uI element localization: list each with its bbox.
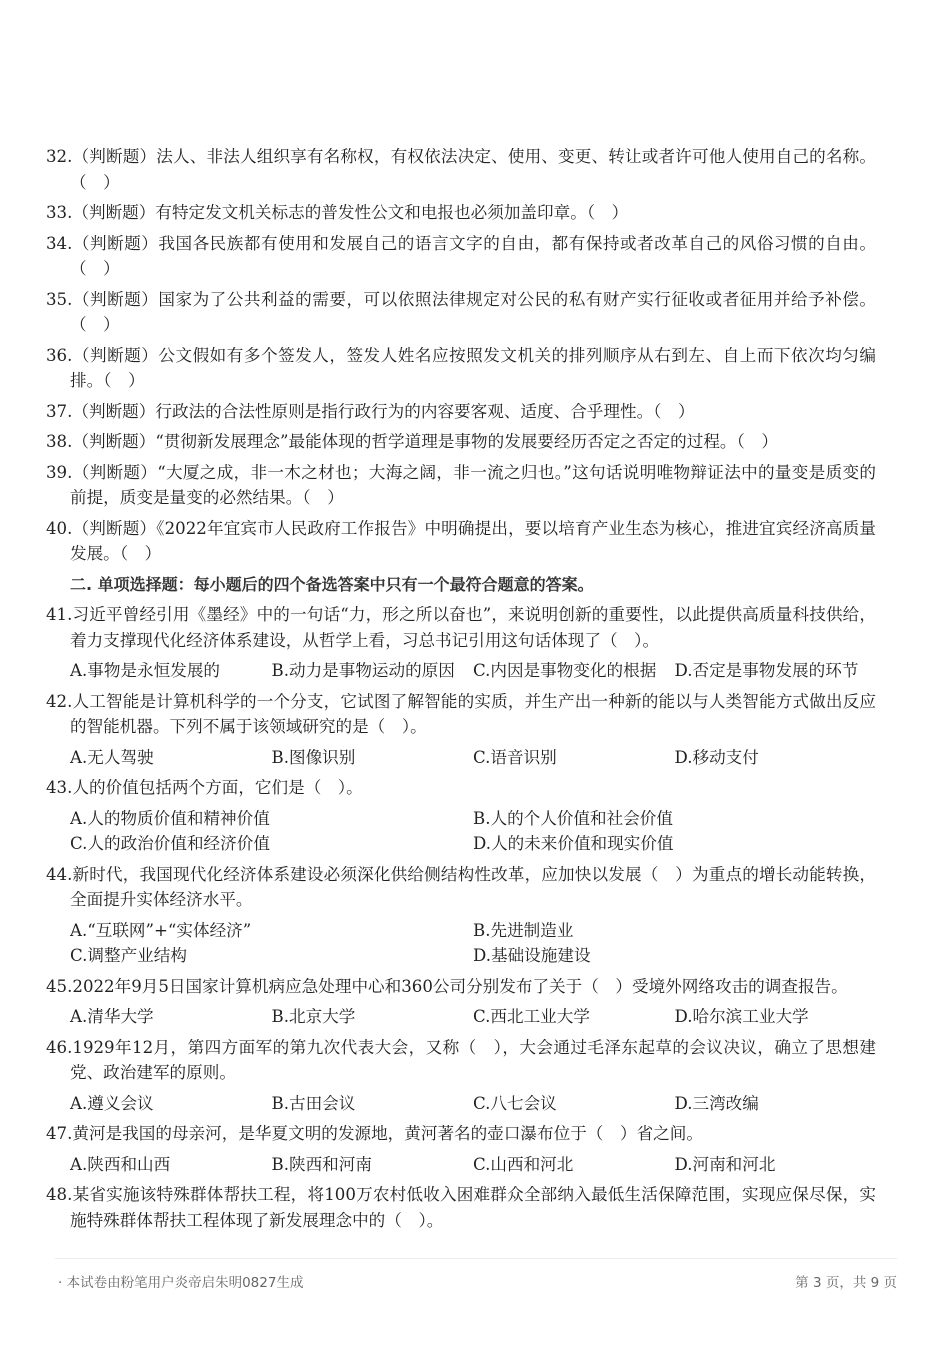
option-b: B.古田会议	[271, 1093, 356, 1113]
option-d: D.三湾改编	[674, 1093, 759, 1113]
footer	[0, 1238, 950, 1350]
option-b: B.陕西和河南	[271, 1154, 372, 1174]
option-c: C.人的政治价值和经济价值	[70, 834, 270, 853]
option-c: C.内因是事物变化的根据	[473, 661, 657, 680]
question-list	[46, 144, 876, 1238]
question-37: 37.（判断题）行政法的合法性原则是指行政行为的内容要客观、适度、合乎理性。（ ）	[46, 401, 695, 421]
options-47	[46, 1152, 876, 1178]
question-34: 34.（判断题）我国各民族都有使用和发展自己的语言文字的自由，都有保持或者改革自己的风俗习惯的自由。（ ）	[46, 233, 876, 278]
option-a: A.陕西和山西	[70, 1154, 171, 1174]
option-b: B.北京大学	[271, 1007, 356, 1026]
question-35: 35.（判断题）国家为了公共利益的需要，可以依照法律规定对公民的私有财产实行征收或者征用并给予补偿。（ ）	[46, 289, 876, 334]
option-d: D.基础设施建设	[473, 946, 591, 965]
question-40: 40.（判断题）《2022年宜宾市人民政府工作报告》中明确提出，要以培育产业生态为核心，推进宜宾经济高质量发展。（ ）	[46, 518, 876, 563]
option-d: D.人的未来价值和现实价值	[473, 834, 674, 853]
option-c: C.八七会议	[473, 1093, 557, 1113]
question-39: 39.（判断题）“大厦之成，非一木之材也；大海之阔，非一流之归也。”这句话说明唯物辩证法中的量变是质变的前提，质变是量变的必然结果。（ ）	[46, 462, 876, 507]
question-46: 46.1929年12月，第四方面军的第九次代表大会，又称（ ），大会通过毛泽东起草的会议决议，确立了思想建党、政治建军的原则。	[46, 1037, 876, 1082]
section-title: 二. 单项选择题：每小题后的四个备选答案中只有一个最符合题意的答案。	[70, 574, 594, 594]
question-32: 32.（判断题）法人、非法人组织享有名称权，有权依法决定、使用、变更、转让或者许可他人使用自己的名称。（ ）	[46, 147, 876, 192]
footer-divider	[55, 1258, 897, 1259]
option-c: C.调整产业结构	[70, 946, 187, 965]
options-45	[46, 1004, 876, 1030]
option-a: A.无人驾驶	[70, 747, 154, 767]
option-a: A.遵义会议	[70, 1093, 154, 1113]
option-b: B.图像识别	[271, 747, 356, 767]
footer-generated-by: · 本试卷由粉笔用户炎帝启朱明0827生成	[58, 1275, 304, 1291]
option-d: D.河南和河北	[674, 1154, 776, 1174]
option-d: D.哈尔滨工业大学	[674, 1007, 809, 1026]
question-38: 38.（判断题）“贯彻新发展理念”最能体现的哲学道理是事物的发展要经历否定之否定的过程。（ ）	[46, 432, 778, 451]
option-c: C.语音识别	[473, 747, 557, 767]
option-a: A.事物是永恒发展的	[70, 661, 221, 680]
question-47: 47.黄河是我国的母亲河，是华夏文明的发源地，黄河著名的壶口瀑布位于（ ）省之间。	[46, 1124, 703, 1143]
option-d: D.移动支付	[674, 747, 759, 767]
options-46	[46, 1091, 876, 1117]
option-b: B.人的个人价值和社会价值	[473, 808, 673, 828]
footer-row	[58, 1274, 897, 1292]
page-number: 第 3 页，共 9 页	[795, 1275, 897, 1291]
option-b: B.动力是事物运动的原因	[271, 661, 455, 680]
option-a: A.“互联网”+“实体经济”	[70, 920, 252, 940]
question-33: 33.（判断题）有特定发文机关标志的普发性公文和电报也必须加盖印章。（ ）	[46, 203, 629, 222]
options-44	[46, 918, 876, 969]
options-43	[46, 806, 876, 857]
option-d: D.否定是事物发展的环节	[674, 661, 859, 680]
options-42	[46, 745, 876, 771]
option-b: B.先进制造业	[473, 920, 574, 940]
question-45: 45.2022年9月5日国家计算机病应急处理中心和360公司分别发布了关于（ ）受境外网络攻击的调查报告。	[46, 976, 848, 996]
options-41	[46, 658, 876, 684]
question-41: 41.习近平曾经引用《墨经》中的一句话“力，形之所以奋也”，来说明创新的重要性，以此提供高质量科技供给，着力支撑现代化经济体系建设，从哲学上看，习总书记引用这句话体现了（ ）。	[46, 605, 876, 650]
option-a: A.清华大学	[70, 1007, 154, 1026]
question-42: 42.人工智能是计算机科学的一个分支，它试图了解智能的实质，并生产出一种新的能以与人类智能方式做出反应的智能机器。下列不属于该领域研究的是（ ）。	[46, 691, 876, 736]
option-c: C.山西和河北	[473, 1154, 574, 1174]
option-a: A.人的物质价值和精神价值	[70, 808, 270, 828]
question-36: 36.（判断题）公文假如有多个签发人，签发人姓名应按照发文机关的排列顺序从右到左、自上而下依次均匀编排。（ ）	[46, 345, 876, 390]
question-44: 44.新时代，我国现代化经济体系建设必须深化供给侧结构性改革，应加快以发展（ ）为重点的增长动能转换，全面提升实体经济水平。	[46, 864, 876, 909]
option-c: C.西北工业大学	[473, 1007, 590, 1026]
question-48: 48.某省实施该特殊群体帮扶工程，将100万农村低收入困难群众全部纳入最低生活保障范围，实现应保尽保，实施特殊群体帮扶工程体现了新发展理念中的（ ）。	[46, 1185, 876, 1230]
question-43: 43.人的价值包括两个方面，它们是（ ）。	[46, 778, 363, 797]
